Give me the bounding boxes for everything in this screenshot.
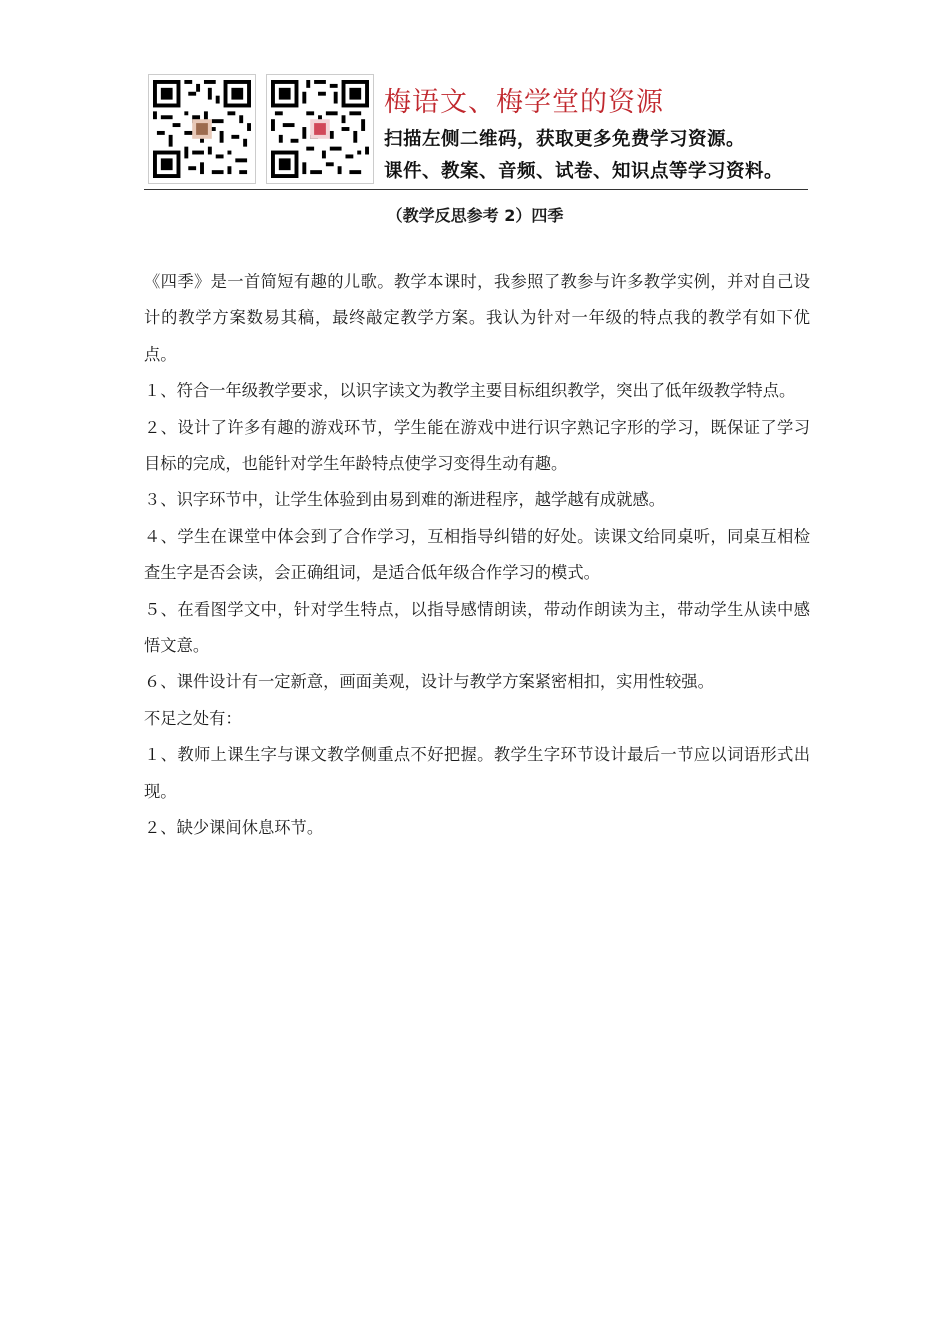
qr-code-icon (148, 74, 256, 184)
qr-code-graphic (153, 80, 251, 178)
paragraph: 《四季》是一首简短有趣的儿歌。教学本课时，我参照了教参与许多教学实例，并对自己设计的教学方案数易其稿，最终敲定教学方案。我认为针对一年级的特点我的教学有如下优点。 (144, 272, 810, 364)
paragraph: ２、缺少课间休息环节。 (144, 818, 324, 838)
paragraph: ３、识字环节中，让学生体验到由易到难的渐进程序，越学越有成就感。 (144, 490, 666, 510)
paragraph: １、符合一年级教学要求，以识字读文为教学主要目标组织教学，突出了低年级教学特点。 (144, 381, 796, 401)
qr-code-graphic (271, 80, 369, 178)
document-body (144, 264, 810, 847)
document-title: （教学反思参考 2）四季 (386, 206, 564, 225)
paragraph: ４、学生在课堂中体会到了合作学习，互相指导纠错的好处。读课文给同桌听，同桌互相检查生字是否会读，会正确组词，是适合低年级合作学习的模式。 (144, 526, 810, 583)
paragraph: ２、设计了许多有趣的游戏环节，学生能在游戏中进行识字熟记字形的学习，既保证了学习目标的完成，也能针对学生年龄特点使学习变得生动有趣。 (144, 417, 810, 474)
paragraph: ６、课件设计有一定新意，画面美观，设计与教学方案紧密相扣，实用性较强。 (144, 672, 714, 692)
paragraph: 不足之处有： (144, 708, 242, 728)
brand-tagline-2: 课件、教案、音频、试卷、知识点等学习资料。 (384, 161, 784, 182)
brand-tagline-1: 扫描左侧二维码，获取更多免费学习资源。 (384, 129, 746, 150)
brand-title: 梅语文、梅学堂的资源 (384, 87, 664, 118)
paragraph: １、教师上课生字与课文教学侧重点不好把握。教学生字环节设计最后一节应以词语形式出现。 (144, 745, 810, 801)
paragraph: ５、在看图学文中，针对学生特点，以指导感情朗读，带动作朗读为主，带动学生从读中感悟文意。 (144, 599, 810, 656)
header-banner (148, 72, 808, 190)
qr-code-icon (266, 74, 374, 184)
header-divider (144, 189, 808, 190)
